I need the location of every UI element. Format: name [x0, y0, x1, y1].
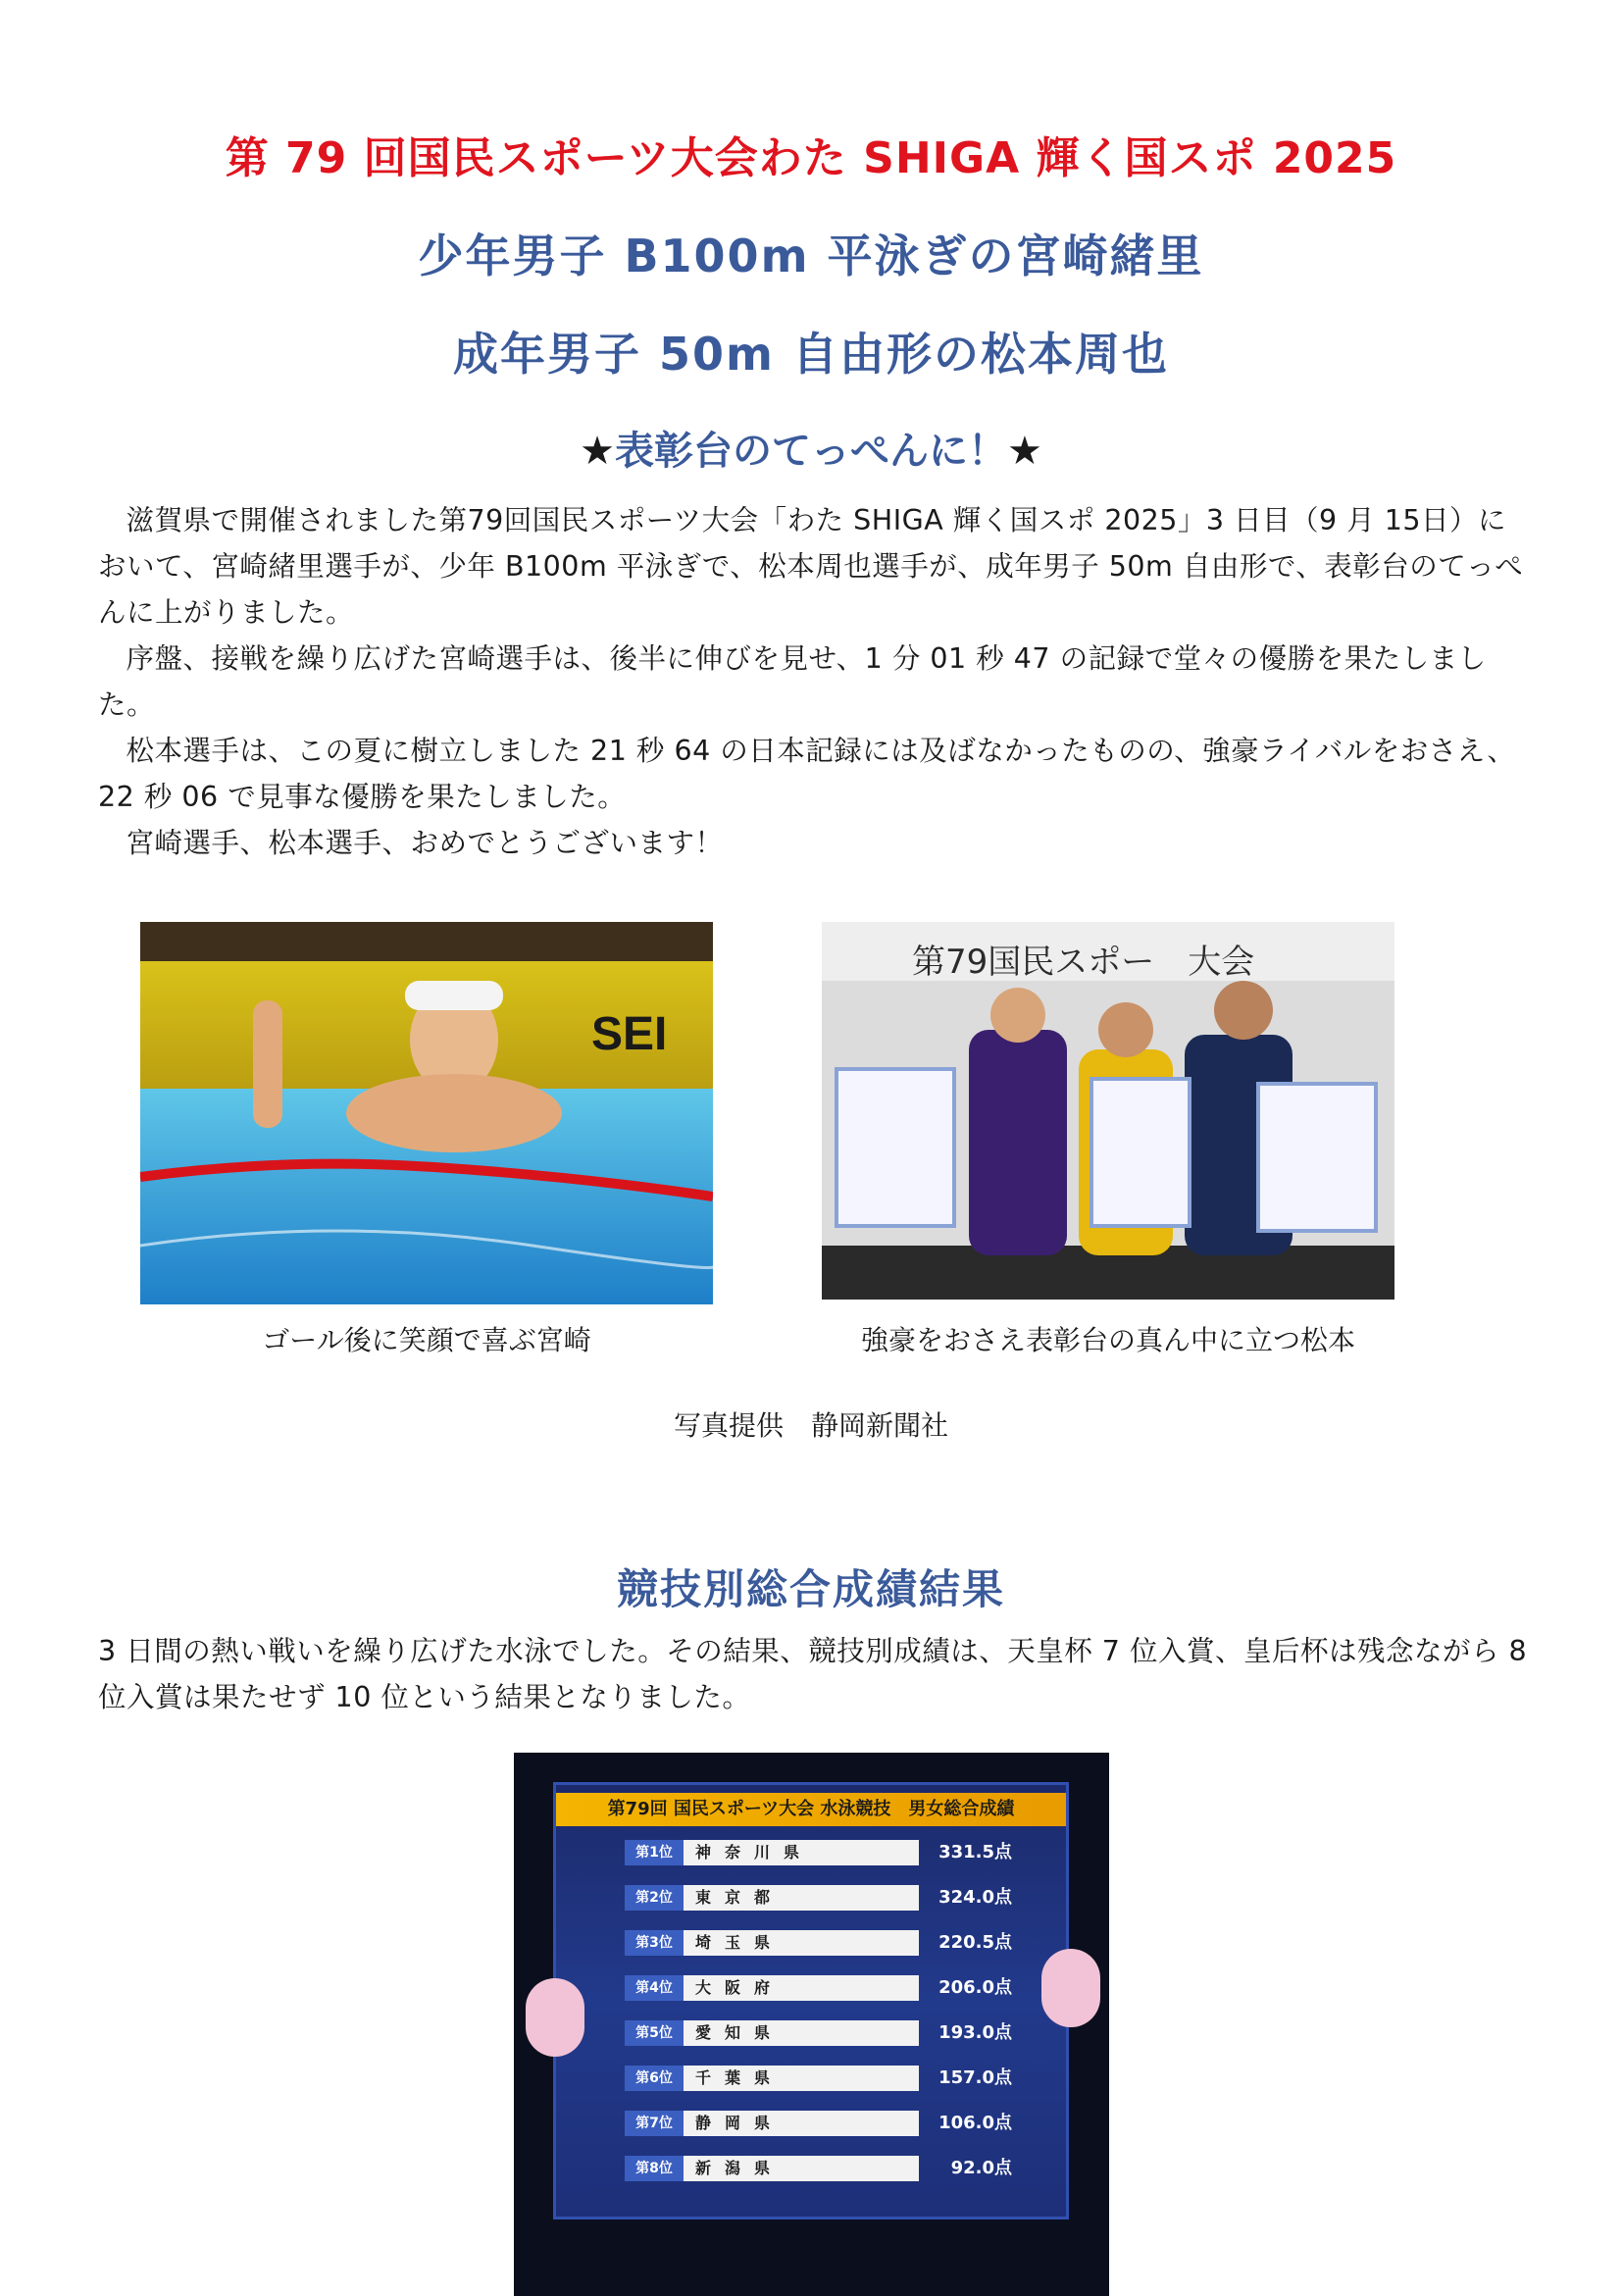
- scoreboard-row: [625, 1929, 919, 1957]
- scoreboard-rank: 第3位: [625, 1930, 684, 1956]
- scoreboard-rank: 第5位: [625, 2020, 684, 2046]
- podium-illustration: [822, 922, 1394, 1300]
- scoreboard-score: 206.0点: [938, 1977, 1012, 1998]
- photo-credit: 写真提供 静岡新聞社: [673, 1409, 948, 1442]
- mascot-right: [1041, 1949, 1100, 2027]
- scoreboard-rank: 第8位: [625, 2156, 684, 2181]
- scoreboard-prefecture: 埼玉県: [684, 1930, 919, 1956]
- scoreboard-prefecture: 神奈川県: [684, 1840, 919, 1865]
- scoreboard-row: [625, 2155, 919, 2182]
- mascot-left: [526, 1978, 584, 2057]
- results-paragraph: 3 日間の熱い戦いを繰り広げた水泳でした。その結果、競技別成績は、天皇杯 7 位入賞、皇后杯は残念ながら 8 位入賞は果たせず 10 位という結果となりました。: [98, 1635, 1528, 1713]
- scoreboard-rank: 第2位: [625, 1885, 684, 1911]
- article-paragraph: 序盤、接戦を繰り広げた宮崎選手は、後半に伸びを見せ、1 分 01 秒 47 の記録で堂々の優勝を果たしました。: [98, 642, 1487, 721]
- scoreboard-row: [625, 1974, 919, 2002]
- results-text: [98, 1628, 1530, 1720]
- scoreboard-rank: 第4位: [625, 1975, 684, 2001]
- scoreboard-prefecture: 新潟県: [684, 2156, 919, 2181]
- article-paragraph: 滋賀県で開催されました第79回国民スポーツ大会「わた SHIGA 輝く国スポ 2025」3 日目（9 月 15日）において、宮崎緒里選手が、少年 B100m 平泳ぎで、松本周也選手が、成年男子 50m 自由形で、表彰台のてっぺんに上がりました。: [98, 504, 1524, 629]
- scoreboard-prefecture: 愛知県: [684, 2020, 919, 2046]
- podium-headline: [0, 420, 1622, 476]
- scoreboard-row: [625, 2065, 919, 2092]
- article-paragraph: 宮崎選手、松本選手、おめでとうございます！: [126, 827, 724, 859]
- scoreboard-prefecture: 千葉県: [684, 2066, 919, 2091]
- star-icon: ★: [580, 429, 615, 474]
- article-paragraph: 松本選手は、この夏に樹立しました 21 秒 64 の日本記録には及ばなかったものの、強豪ライバルをおさえ、22 秒 06 で見事な優勝を果たしました。: [98, 735, 1516, 813]
- scoreboard-score: 157.0点: [938, 2067, 1012, 2088]
- scoreboard-score: 92.0点: [950, 2158, 1012, 2178]
- podium-photo: [822, 922, 1394, 1300]
- scoreboard-rank: 第1位: [625, 1840, 684, 1865]
- sponsor-sign: SEI: [591, 1008, 668, 1060]
- scoreboard-row: [625, 2110, 919, 2137]
- scoreboard-score: 193.0点: [938, 2022, 1012, 2043]
- podium-headline-text: 表彰台のてっぺんに！: [615, 429, 1007, 474]
- star-icon: ★: [1007, 429, 1042, 474]
- subtitle-miyazaki: 少年男子 B100m 平泳ぎの宮崎緒里: [418, 230, 1204, 282]
- left-photo-caption: ゴール後に笑顔で喜ぶ宮崎: [262, 1324, 591, 1356]
- scoreboard-header: 第79回 国民スポーツ大会 水泳競技 男女総合成績: [556, 1793, 1066, 1826]
- scoreboard-score: 324.0点: [938, 1887, 1012, 1908]
- scoreboard-row: [625, 1884, 919, 1912]
- subtitle-matsumoto: 成年男子 50m 自由形の松本周也: [453, 328, 1169, 381]
- scoreboard-row: [625, 2019, 919, 2047]
- scoreboard-prefecture: 東京都: [684, 1885, 919, 1911]
- scoreboard-rank: 第7位: [625, 2111, 684, 2136]
- swimmer-illustration: [140, 922, 713, 1304]
- event-title: 第 79 回国民スポーツ大会わた SHIGA 輝く国スポ 2025: [225, 133, 1397, 183]
- scoreboard-prefecture: 大阪府: [684, 1975, 919, 2001]
- right-photo-caption: 強豪をおさえ表彰台の真ん中に立つ松本: [860, 1324, 1355, 1356]
- scoreboard-prefecture: 静岡県: [684, 2111, 919, 2136]
- scoreboard-score: 106.0点: [938, 2113, 1012, 2133]
- scoreboard-score: 331.5点: [938, 1842, 1012, 1862]
- results-title: 競技別総合成績結果: [616, 1565, 1005, 1613]
- venue-banner: 第79国民スポー 大会: [912, 943, 1255, 982]
- scoreboard-screen: [553, 1782, 1069, 2219]
- scoreboard-score: 220.5点: [938, 1932, 1012, 1953]
- article-body: [98, 497, 1530, 866]
- scoreboard-photo: [514, 1753, 1109, 2296]
- scoreboard-row: [625, 1839, 919, 1866]
- scoreboard-rank: 第6位: [625, 2066, 684, 2091]
- swimmer-photo: [140, 922, 713, 1304]
